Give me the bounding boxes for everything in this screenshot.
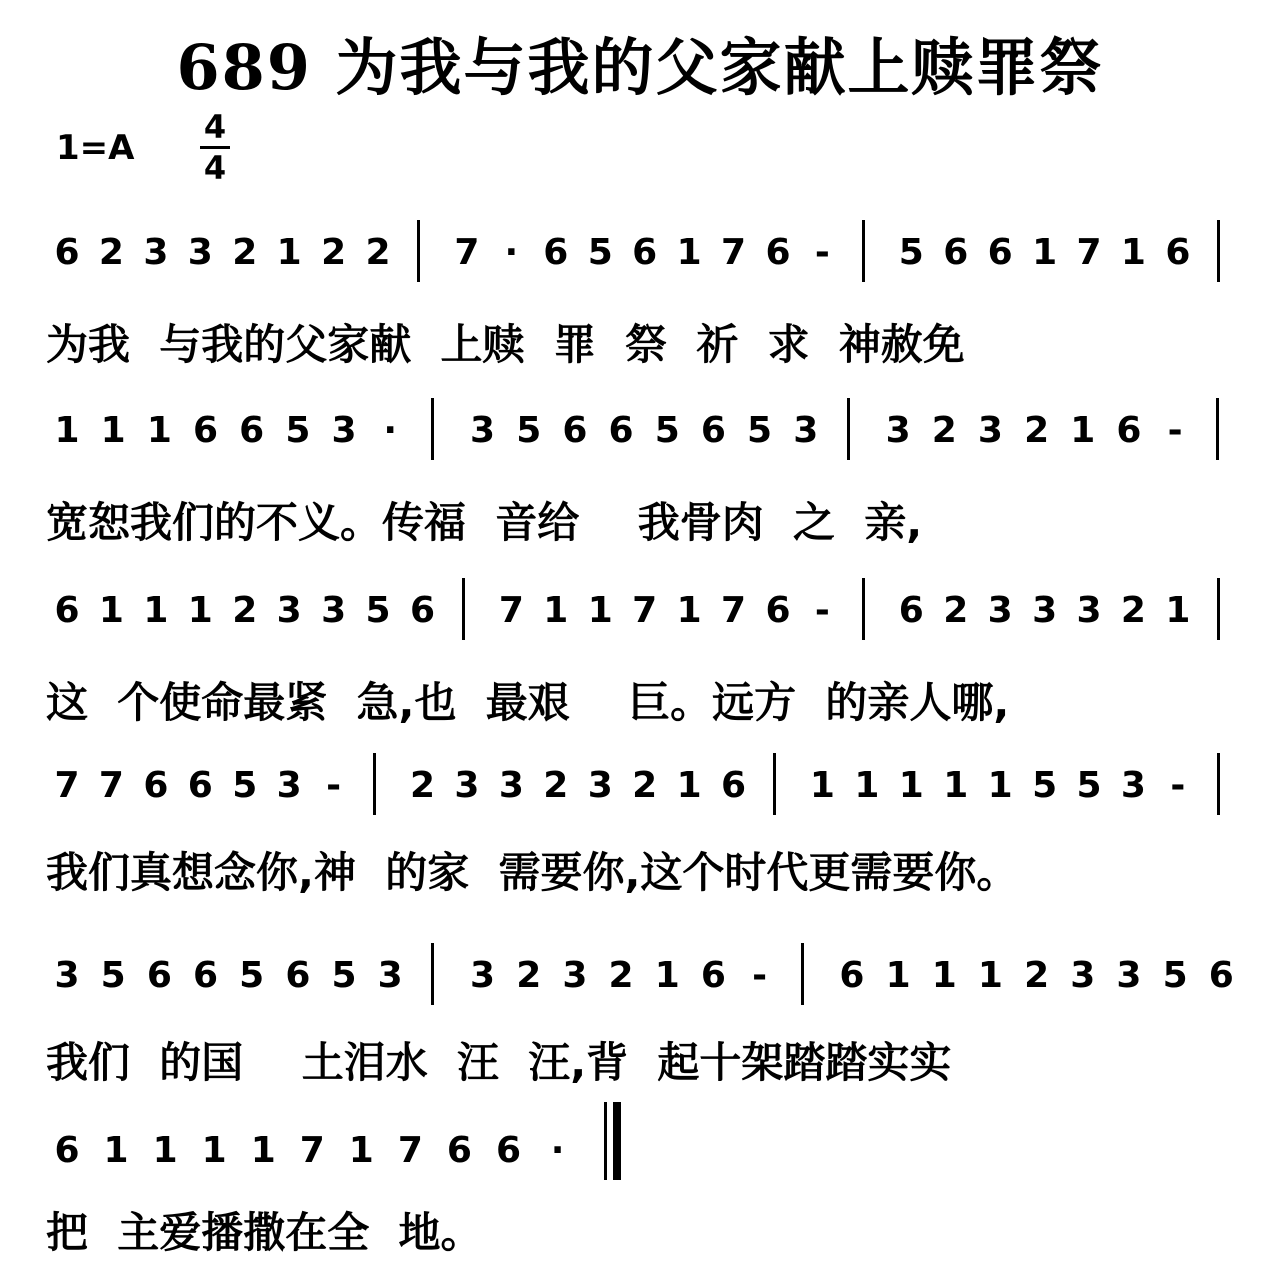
note: 3 [1076,590,1102,631]
note: 3 [987,590,1013,631]
note: 6 [632,232,658,273]
note: 2 [632,765,658,806]
note: 6 [608,410,634,451]
note: 1 [54,410,80,451]
lyric-text: 这 个使命最紧 急,也 最艰 巨。远方 的亲人哪, [46,678,1010,727]
note: 5 [1162,955,1188,996]
final-barline-thick [613,1102,621,1180]
note: 3 [54,955,80,996]
note: 2 [931,410,957,451]
note: 5 [1076,765,1102,806]
note: 2 [608,955,634,996]
note: 7 [721,232,747,273]
time-signature-bottom: 4 [203,149,227,187]
note: 7 [54,765,80,806]
note: 1 [587,590,613,631]
note: 3 [793,410,819,451]
note: 3 [470,410,496,451]
note: 1 [854,765,880,806]
note: 5 [1032,765,1058,806]
note: 6 [54,590,80,631]
lyric-text: 宽恕我们的不义。传福 音给 我骨肉 之 亲, [46,498,923,547]
note: 3 [377,955,403,996]
note: 6 [146,955,172,996]
note: 1 [1032,232,1058,273]
note: 7 [98,765,124,806]
note: 6 [839,955,865,996]
note: 1 [543,590,569,631]
note: 6 [765,232,791,273]
barline [773,753,776,815]
lyric-text: 我们真想念你,神 的家 需要你,这个时代更需要你。 [46,848,1019,897]
notation-line [0,765,1280,825]
note: 1 [100,410,126,451]
note: - [814,232,830,273]
note: - [814,590,830,631]
note: 3 [276,590,302,631]
note: 6 [898,590,924,631]
barline [801,943,804,1005]
lyric-text: 我们 的国 土泪水 汪 汪,背 起十架踏踏实实 [46,1038,952,1087]
note: 5 [239,955,265,996]
barline [847,398,850,460]
barline [431,398,434,460]
note: 6 [1116,410,1142,451]
note: 3 [187,232,213,273]
note: 1 [146,410,172,451]
note: 2 [1120,590,1146,631]
final-barline-thin [604,1102,607,1180]
note: 3 [498,765,524,806]
barline [1217,578,1220,640]
note: 2 [516,955,542,996]
barline [1217,220,1220,282]
note: - [752,955,768,996]
note: 6 [1208,955,1234,996]
note: 2 [409,765,436,806]
notation-line [0,410,1280,470]
note: 3 [1120,765,1146,806]
note: · [550,1130,565,1171]
note: 3 [1116,955,1142,996]
note: 6 [943,232,969,273]
lyric-text: 为我 与我的父家献 上赎 罪 祭 祈 求 神赦免 [46,320,965,369]
lyrics-line [0,1200,1280,1260]
note: 6 [446,1130,472,1171]
note: 3 [977,410,1003,451]
note: 6 [987,232,1013,273]
note: 6 [192,410,219,451]
note: 6 [543,232,569,273]
time-signature [195,108,235,187]
note: 5 [747,410,773,451]
note: 1 [201,1130,227,1171]
note: 1 [809,765,835,806]
barline [862,578,865,640]
note: 7 [721,590,747,631]
note: 3 [454,765,480,806]
note: 6 [562,410,588,451]
note: 2 [365,232,391,273]
note: 1 [187,590,213,631]
note: 6 [239,410,265,451]
barline [1216,398,1219,460]
note: 7 [498,590,524,631]
note: 6 [700,955,726,996]
note: - [1170,765,1186,806]
note: 6 [1165,232,1191,273]
note: 1 [987,765,1013,806]
lyrics-line [0,670,1280,730]
notation-line [0,1130,1280,1190]
note: - [1167,410,1183,451]
barline [462,578,465,640]
lyrics-line [0,840,1280,900]
note: 6 [409,590,436,631]
key-signature: 1=A [56,128,135,168]
note: 1 [250,1130,276,1171]
note: 1 [103,1130,129,1171]
song-title: 689 为我与我的父家献上赎罪祭 [176,31,1104,104]
note: 2 [1024,955,1050,996]
note: 1 [898,765,924,806]
note: 3 [885,410,911,451]
note: 6 [285,955,311,996]
barline [373,753,376,815]
note: 6 [187,765,213,806]
note: 7 [632,590,658,631]
note: 3 [587,765,613,806]
lyrics-line [0,490,1280,550]
note: 1 [152,1130,178,1171]
note: 1 [676,232,702,273]
note: 2 [232,590,258,631]
lyric-text: 把 主爱播撒在全 地。 [46,1208,483,1257]
note: 2 [321,232,347,273]
lyrics-line [0,1030,1280,1090]
note: 7 [397,1130,423,1171]
note: 3 [143,232,169,273]
note: 3 [331,410,357,451]
note: 1 [654,955,680,996]
note: · [383,410,398,451]
notation-line [0,955,1280,1015]
note: 1 [931,955,957,996]
note: 3 [276,765,302,806]
note: 2 [943,590,969,631]
note: 1 [348,1130,374,1171]
note: 3 [470,955,496,996]
barline [417,220,420,282]
note: 6 [495,1130,522,1171]
time-signature-top: 4 [203,108,227,146]
barline [1217,753,1220,815]
note: 5 [365,590,391,631]
note: - [326,765,342,806]
note: 5 [331,955,357,996]
note: 5 [516,410,542,451]
note: 6 [54,232,80,273]
note: 1 [943,765,969,806]
note: 1 [276,232,302,273]
note: 3 [1032,590,1058,631]
note: · [504,232,519,273]
note: 5 [654,410,680,451]
barline [431,943,434,1005]
note: 3 [321,590,347,631]
note: 1 [98,590,124,631]
final-barline [604,1102,622,1180]
note: 2 [98,232,124,273]
note: 5 [232,765,258,806]
note: 1 [676,765,702,806]
note: 2 [1024,410,1050,451]
note: 6 [143,765,169,806]
note: 6 [192,955,219,996]
note: 3 [562,955,588,996]
note: 5 [587,232,613,273]
note: 5 [898,232,924,273]
note: 6 [54,1130,80,1171]
note: 1 [1070,410,1096,451]
note: 2 [543,765,569,806]
note: 1 [885,955,911,996]
note: 7 [299,1130,325,1171]
note: 1 [676,590,702,631]
note: 5 [285,410,311,451]
note: 1 [143,590,169,631]
note: 7 [454,232,480,273]
barline [862,220,865,282]
lyrics-line [0,312,1280,372]
note: 6 [765,590,791,631]
note: 7 [1076,232,1102,273]
note: 6 [721,765,747,806]
notation-line [0,590,1280,650]
note: 1 [977,955,1003,996]
note: 5 [100,955,126,996]
note: 3 [1070,955,1096,996]
note: 1 [1165,590,1191,631]
note: 6 [700,410,726,451]
notation-line [0,232,1280,292]
note: 1 [1120,232,1146,273]
note: 2 [232,232,258,273]
